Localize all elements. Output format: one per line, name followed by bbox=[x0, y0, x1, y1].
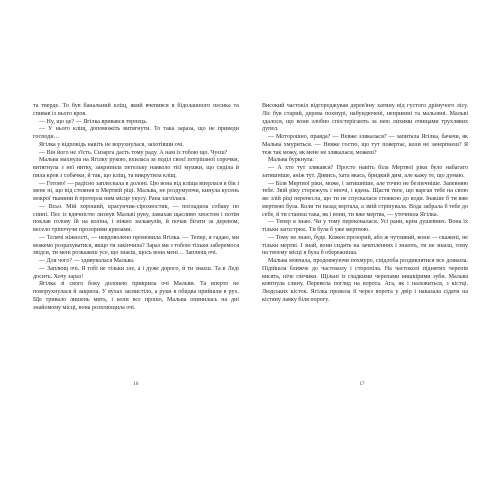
right-page-text bbox=[262, 103, 468, 305]
paragraph: — Готово! — радісно заплескала в долоні. Цю вона від кліща вперлася в бік і мене ні, що від стояння в Мертвій ріці. Мальва, не роздумуючи, кинула кусень мокрої тканини й протерла ним місце укусу. Рана загоїлася. bbox=[33, 180, 239, 202]
paragraph: — А хто тут злякався? Просто навіть біла Мертвої ріки було набагато затишніше, аніж тут. Дивись, хата якась, бридкий дим, але кажу те, що думаю. bbox=[262, 165, 468, 179]
paragraph: — Ну, що це? — Ягілка вривався терпець. bbox=[39, 118, 148, 125]
paragraph: — Для чого? — здивувалася Мальва. bbox=[39, 258, 135, 264]
paragraph: — Тепер я знаю. Чи у тому переконалася. Усі рани, крім душевних. Вона їх тільки загострює. Ти була б уже мертвою. bbox=[262, 219, 468, 233]
left-page-text bbox=[33, 103, 239, 312]
paragraph: — У нього кліщ, допоможіть витягнути. То така зараза, що не приведи господи… bbox=[33, 126, 239, 140]
paragraph: — Він його не з'їсть. Сизарга дасть тому раду. А нам із тобою що. Чуєш? bbox=[39, 149, 228, 156]
paragraph: — Біля Мертвої ріки, може, і затишніше, але точно не безпечніше. Запевняю тебе. Звій ріку стережуть і вночі, і вдень. Щастя твоє, що варгая тебе на свою же злій ріці перенесла, що ти не спускалася стежкою до води. Інакше б ти вже мертвою була. Коли ти назад вертала, а змій стрінувала. Вода забрала б тебе до себе, й ти станеш така, як і вони, ти вже мертва, — уточнила Ягілка. bbox=[262, 180, 468, 218]
paragraph: — Моторошно, правда? — Невже злякалася? — запитала Ягілка, бачачи, як Мальва хмуриться. — Невже гостю, що тут повертає, коли не зачерпнеш? Я теж так можу, як мене не злякалася, можеш? bbox=[262, 134, 468, 156]
right-page-number: 17 bbox=[359, 381, 365, 387]
paragraph: та тверде. То був банальний кліщ, який вчепився в бідолашного песика та спивав із нього кров. bbox=[33, 103, 239, 117]
paragraph: Мальва буркнула: bbox=[268, 157, 315, 164]
left-page-number: 16 bbox=[133, 381, 139, 387]
paragraph: Ягілка у відповідь навіть не ворухнулася, захотівши очі. bbox=[39, 141, 184, 148]
paragraph: Високий частокіл відгороджував дерев'яну хатину від густого дрімучого лісу. Ліс був старий, дерева похмурі, набундючені, неприязні та мальовні. Мальві здалося, що вони злобно спостерігають за нею лихими очищами трухлявих дупел. bbox=[262, 103, 468, 133]
paragraph: — Заплющ очі. Я тобі не тільки зле, а і дуже дорого, й ти знаєш. Та в Леді досить. Хочу зараз! bbox=[33, 265, 239, 280]
paragraph: Ягілка зі свого боку долонею прикрила очі Мальви. Та вперто не поворухнулася й закрила. У вухах засвистіло, а руки в обидва прийшли в рух. Ще тривало лишень мить, і коли все прошо, Мальва опинилась на дні знайомому місці, вона розплющила очі. bbox=[33, 281, 239, 311]
paragraph: Мальва мовчала, продовжуючи похмуро, спідлоба роздивлятися все довкола. Підійшла ближче до частоколу і сторопіла. На частоколі піднятих черепів висять, ніче глечики. Щільні із гладкими черепами вишкірими зуби. Мальва ковтнула слину. Перевела погляд на ворота. Ага, як і належиться, з кістці. Людських кісток. Ягілка провела її через ворота у двір і наказала сідати на кістяну лавку біля порогу. bbox=[262, 258, 468, 303]
paragraph: — Телячі ніжності, — невдоволено промовила Ягілка. — Тепер, я гадаю, ми можемо розрахуватися, якщо ти закінчила? Зараз ми з тобою тільки заберемося звідси, ти мені розкажеш усе, що знаєш, щось вона мені… Заплющ очі. bbox=[33, 234, 239, 257]
paragraph: — Тому не знаю, буде. Кожен прозорий, або ж чутливий, вони — скажені, не тільки мертві. І знай, вони сидять на зачепленнях і знають, ти не знаєш, тому на твоєму місці я була б обережніша. bbox=[262, 234, 468, 257]
paragraph: — Всьо. Мій хороший, красунчик-сірохвостик, — погладила собаку по спині. Пес із вдячністю лизнув Мальві руку, замахав щасливо хвостом і потім поклав голову їй на коліна, і ніжно заскавулів, й почав бігати за деревом, весело тріпочучи прозорими крилами. bbox=[33, 203, 239, 233]
paragraph: Мальва махнула на Ягілку рукою, вхиласа за поділ своєї потріпаної сорочки, витягнула з неї нитку, закрипила петельку навколо тієї мушки, що сиділа й пила кров з собачки, й так, що кліщ, та викрутила кліщ. bbox=[33, 157, 239, 179]
